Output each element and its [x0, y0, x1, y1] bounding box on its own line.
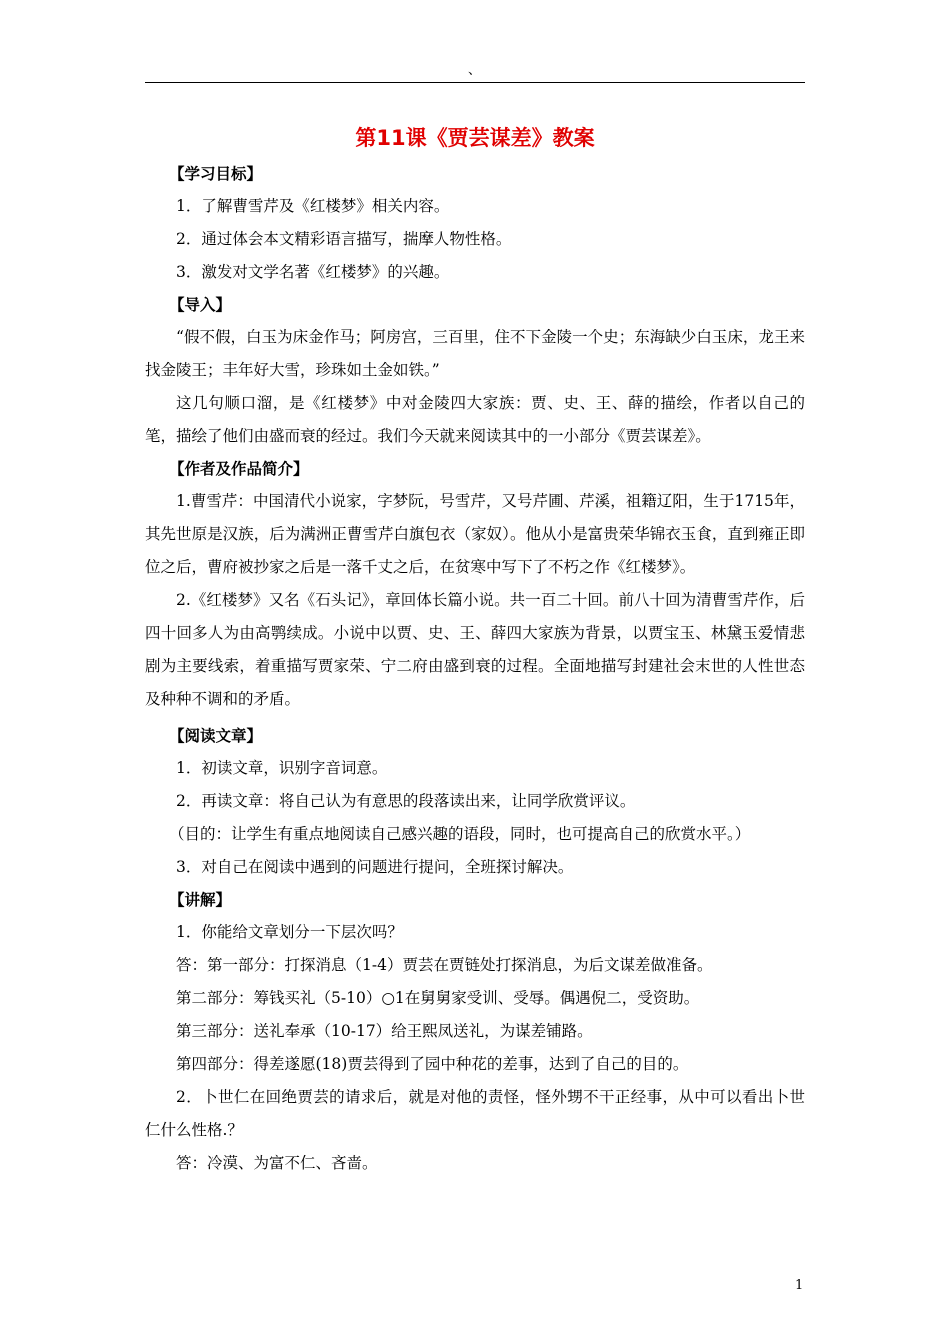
section-heading-author: 【作者及作品简介】: [169, 460, 309, 478]
question-1: 1．你能给文章划分一下层次吗？: [176, 923, 403, 941]
section-heading-objectives: 【学习目标】: [169, 165, 263, 183]
reading-item: 1．初读文章，识别字音词意。: [176, 759, 388, 777]
answer-line: 答：第一部分：打探消息（1-4）贾芸在贾链处打探消息，为后文谋差做准备。: [176, 956, 713, 974]
section-heading-explanation: 【讲解】: [169, 891, 232, 909]
reading-item: 3．对自己在阅读中遇到的问题进行提问，全班探讨解决。: [176, 858, 574, 876]
header-mark: 、: [468, 63, 482, 78]
answer-line: 第二部分：筹钱买礼（5-10）○1在舅舅家受训、受辱。偶遇倪二，受资助。: [176, 989, 700, 1007]
answer-line: 第三部分：送礼奉承（10-17）给王熙凤送礼，为谋差铺路。: [176, 1022, 593, 1040]
reading-note: （目的：让学生有重点地阅读自己感兴趣的语段，同时，也可提高自己的欣赏水平。）: [169, 825, 751, 843]
answer-line: 第四部分：得差遂愿(18)贾芸得到了园中种花的差事，达到了自己的目的。: [176, 1055, 689, 1073]
question-2: 2．卜世仁在回绝贾芸的请求后，就是对他的责怪，怪外甥不干正经事，从中可以看出卜世仁什么性格.？: [145, 1088, 805, 1139]
objective-item: 3．激发对文学名著《红楼梦》的兴趣。: [176, 263, 450, 281]
intro-paragraph: 这几句顺口溜，是《红楼梦》中对金陵四大家族：贾、史、王、薛的描绘，作者以自己的笔，描绘了他们由盛而衰的经过。我们今天就来阅读其中的一小部分《贾芸谋差》。: [145, 394, 805, 445]
intro-paragraph: “假不假，白玉为床金作马；阿房宫，三百里，住不下金陵一个史；东海缺少白玉床，龙王来找金陵王；丰年好大雪，珍珠如土金如铁。”: [145, 328, 805, 379]
page-number: 1: [795, 1278, 804, 1293]
section-heading-reading: 【阅读文章】: [169, 727, 263, 745]
objective-item: 2．通过体会本文精彩语言描写，揣摩人物性格。: [176, 230, 512, 248]
document-body: [145, 158, 805, 1180]
document-title: 第11课《贾芸谋差》教案: [355, 126, 595, 150]
author-paragraph: 1.曹雪芹：中国清代小说家，字梦阮，号雪芹，又号芹圃、芹溪，祖籍辽阳，生于1715年，其先世原是汉族，后为满洲正曹雪芹白旗包衣（家奴）。他从小是富贵荣华锦衣玉食，直到雍正即位之后，曹府被抄家之后是一落千丈之后，在贫寒中写下了不朽之作《红楼梦》。: [145, 492, 805, 576]
section-heading-intro: 【导入】: [169, 296, 232, 314]
work-paragraph: 2.《红楼梦》又名《石头记》，章回体长篇小说。共一百二十回。前八十回为清曹雪芹作，后四十回多人为由高鹗续成。小说中以贾、史、王、薛四大家族为背景，以贾宝玉、林黛玉爱情悲剧为主要线索，着重描写贾家荣、宁二府由盛到衰的过程。全面地描写封建社会末世的人性世态及种种不调和的矛盾。: [145, 591, 805, 708]
objective-item: 1．了解曹雪芹及《红楼梦》相关内容。: [176, 197, 450, 215]
answer-2: 答：冷漠、为富不仁、吝啬。: [176, 1154, 378, 1172]
header-rule: [145, 82, 805, 83]
reading-item: 2．再读文章：将自己认为有意思的段落读出来，让同学欣赏评议。: [176, 792, 636, 810]
